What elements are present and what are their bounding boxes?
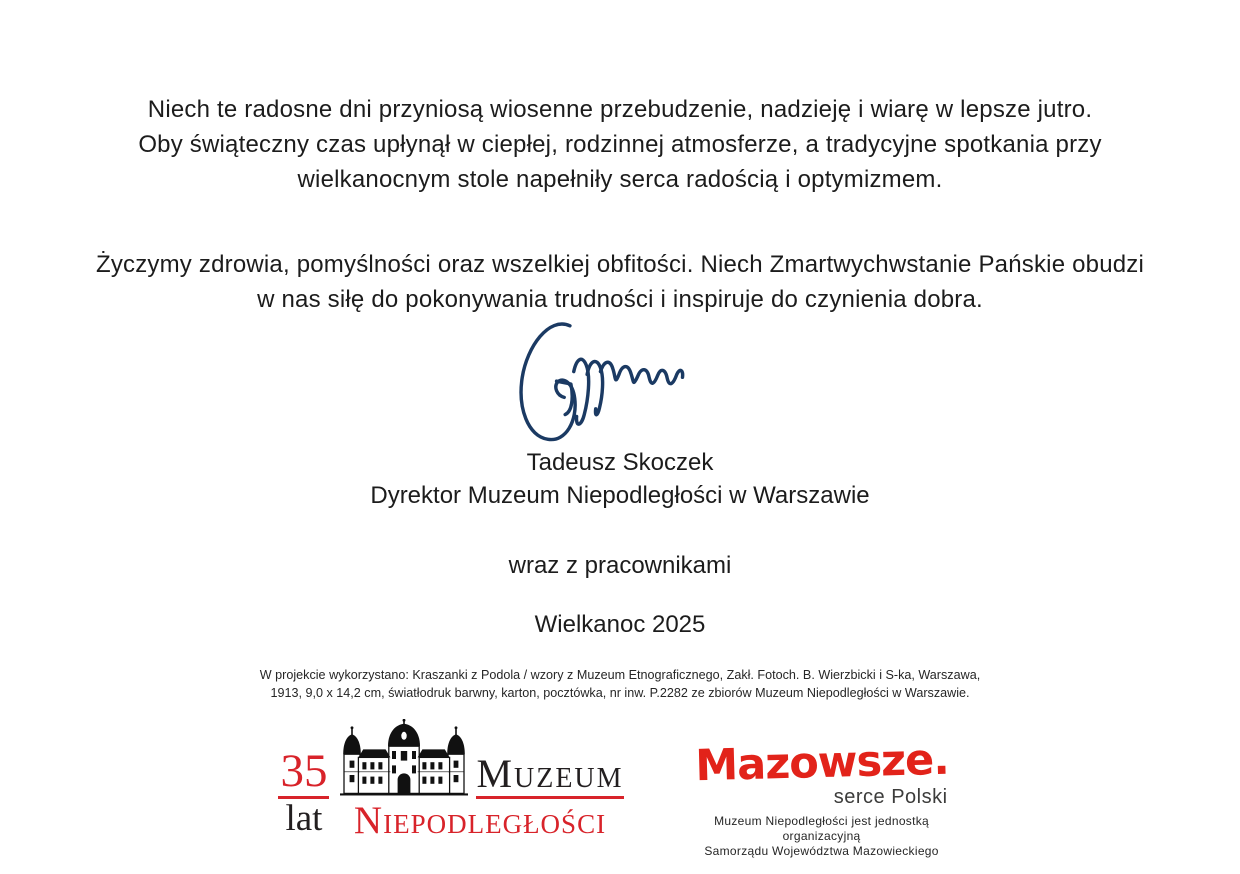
greeting-paragraph-2 <box>0 247 1240 317</box>
greeting-line: w nas siłę do pokonywania trudności i inspiruje do czynienia dobra. <box>257 286 983 313</box>
muzeum-wordmark: Muzeum <box>476 756 623 799</box>
anniversary-years-unit: lat <box>285 798 323 839</box>
greeting-paragraph-1 <box>0 0 1240 197</box>
muzeum-logo-main <box>336 719 623 841</box>
credit-line: W projekcie wykorzystano: Kraszanki z Podola / wzory z Muzeum Etnograficznego, Zakł. Fotoch. B. Wierzbicki i S-ka, Warszawa, <box>259 668 981 682</box>
greeting-line: Oby świąteczny czas upłynął w ciepłej, rodzinnej atmosferze, a tradycyjne spotkania przy <box>138 131 1102 158</box>
mazowsze-wordmark: Mazowsze. <box>694 734 949 792</box>
with-staff-line: wraz z pracownikami <box>508 552 732 579</box>
mazowsze-caption-line: Muzeum Niepodległości jest jednostką organizacyjną <box>714 814 930 843</box>
mazowsze-logo <box>682 734 962 859</box>
greeting-line: Niech te radosne dni przyniosą wiosenne przebudzenie, nadzieję i wiarę w lepsze jutro. <box>147 96 1093 123</box>
signature-block <box>0 322 1240 446</box>
niepodleglosci-wordmark: Niepodległości <box>353 799 607 842</box>
footer-logos <box>0 719 1240 859</box>
greeting-line: wielkanocnym stole napełniły serca radością i optymizmem. <box>297 166 943 193</box>
anniversary-35-lat <box>278 745 329 841</box>
mazowsze-caption <box>682 814 962 859</box>
greeting-line: Życzymy zdrowia, pomyślności oraz wszelkiej obfitości. Niech Zmartwychwstanie Pańskie obudzi <box>95 251 1145 278</box>
signatory-title: Dyrektor Muzeum Niepodległości w Warszawie <box>370 482 870 509</box>
signature-icon <box>510 322 710 446</box>
palace-engraving-icon <box>336 719 472 799</box>
muzeum-niepodleglosci-logo <box>278 719 623 841</box>
mazowsze-tagline: serce Polski <box>833 786 948 808</box>
muzeum-logo-row <box>336 719 623 799</box>
signatory-name: Tadeusz Skoczek <box>526 449 714 476</box>
credit-line: 1913, 9,0 x 14,2 cm, światłodruk barwny, karton, pocztówka, nr inw. P.2282 ze zbiorów Muzeum Niepodległości w Warszawie. <box>270 686 970 700</box>
occasion-line: Wielkanoc 2025 <box>534 611 706 638</box>
mazowsze-caption-line: Samorządu Województwa Mazowieckiego <box>704 844 939 858</box>
anniversary-years: 35 <box>280 745 328 797</box>
artwork-credit <box>0 666 1240 702</box>
